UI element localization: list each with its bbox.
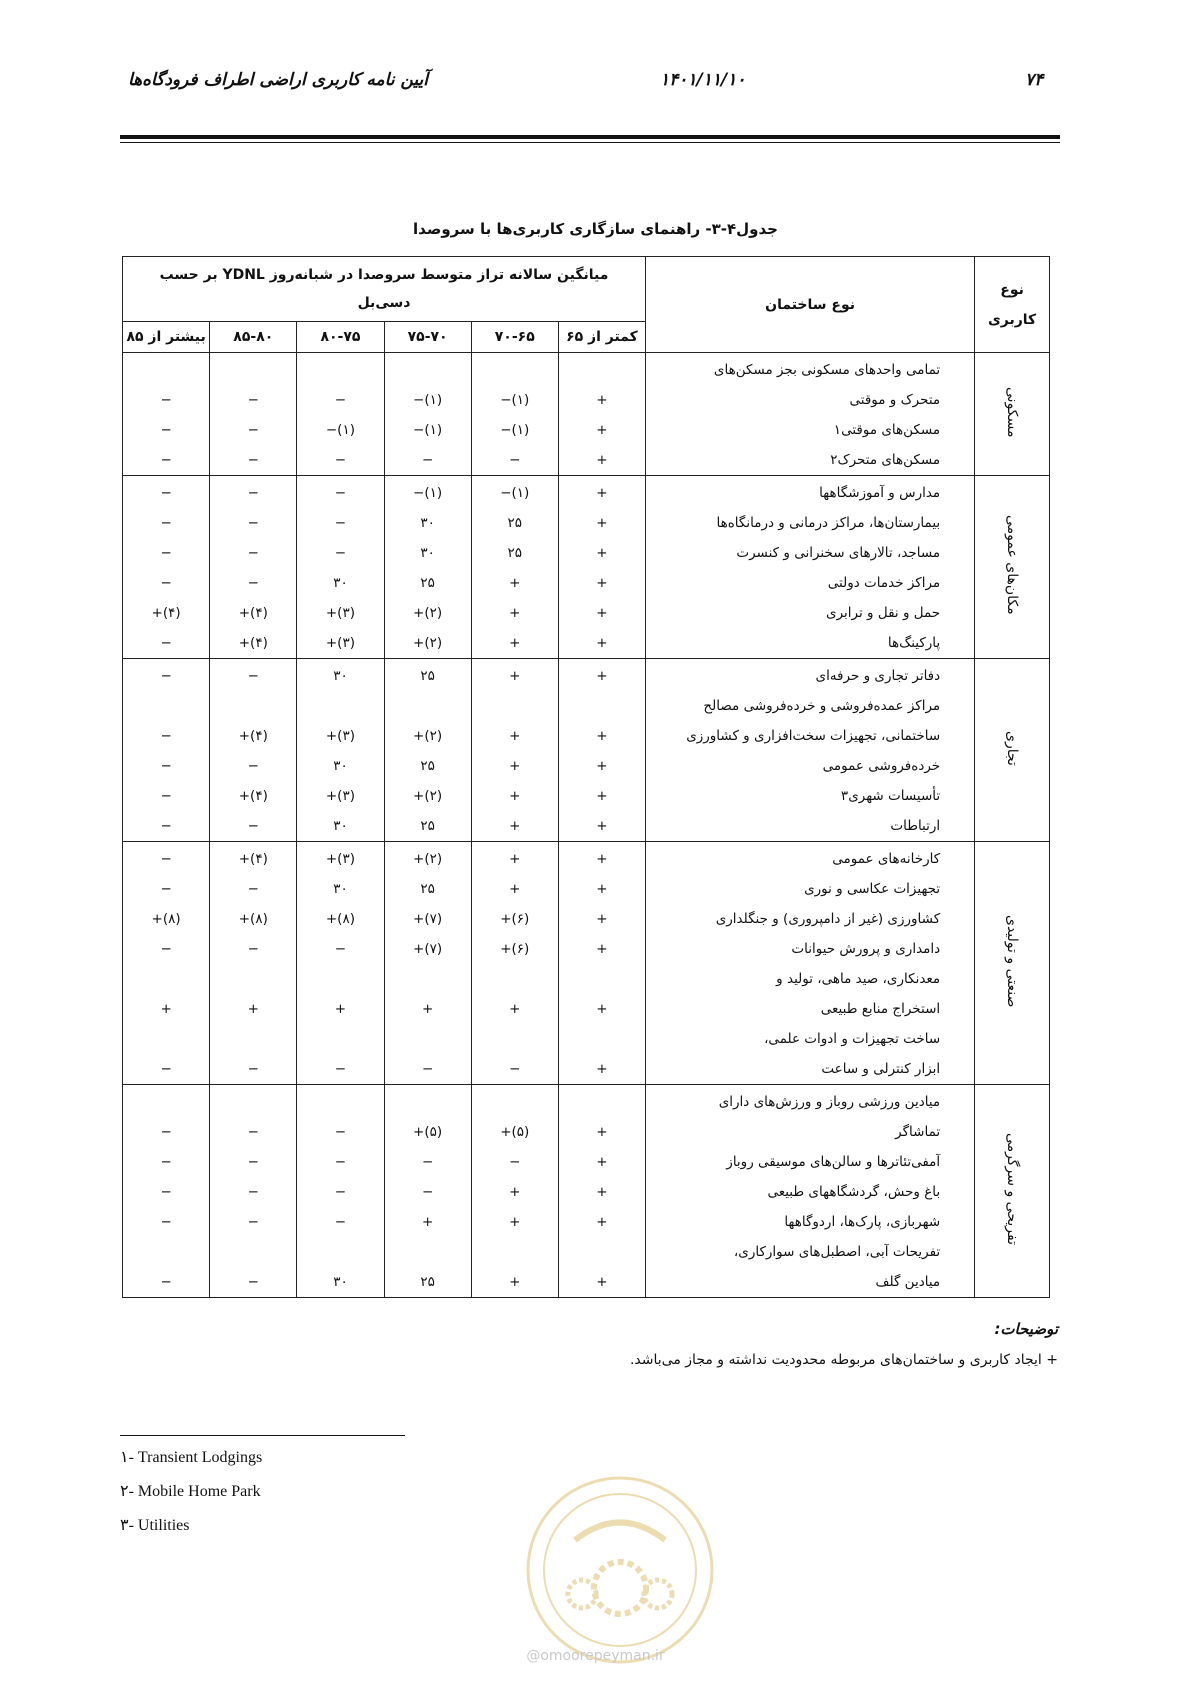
- value-cell: +: [509, 881, 521, 897]
- building-line: حمل و نقل و ترابری: [826, 605, 941, 621]
- value-cell: −: [247, 758, 259, 774]
- value-cell: (۴)+: [151, 605, 181, 621]
- building-line: کارخانه‌های عمومی: [832, 851, 941, 867]
- value-cell: +: [509, 605, 521, 621]
- building-line: شهربازی، پارک‌ها، اردوگاهها: [784, 1214, 941, 1230]
- value-column: [471, 476, 558, 659]
- value-cell: −: [247, 818, 259, 834]
- value-spacer: [472, 355, 558, 385]
- value-cell: (۴)+: [238, 788, 268, 804]
- building-line: تماشاگر: [895, 1124, 941, 1140]
- value-spacer: [210, 964, 296, 994]
- value-cell: (۷)+: [413, 941, 443, 957]
- value-cell: −: [160, 851, 172, 867]
- header-range: بیشتر از ۸۵: [123, 322, 210, 353]
- value-column: [123, 476, 210, 659]
- value-spacer: [297, 691, 383, 721]
- value-cell: (۳)+: [325, 605, 356, 621]
- value-spacer: [385, 1237, 471, 1267]
- watermark-seal-icon: [520, 1470, 720, 1670]
- value-cell: −: [160, 392, 172, 408]
- value-cell: −: [160, 452, 172, 468]
- building-line: تفریحات آبی، اصطبل‌های سوارکاری،: [733, 1244, 941, 1260]
- value-cell: −: [247, 941, 259, 957]
- value-cell: +: [509, 818, 521, 834]
- value-cell: −: [247, 515, 259, 531]
- value-cell: −: [247, 1061, 259, 1077]
- value-cell: +: [509, 668, 521, 684]
- value-cell: (۳)+: [325, 788, 356, 804]
- building-line: ساختمانی، تجهیزات سخت‌افزاری و کشاورزی: [686, 728, 941, 744]
- category-group: [123, 353, 1050, 476]
- value-spacer: [297, 964, 383, 994]
- value-column: [471, 353, 558, 476]
- value-cell: ۲۵: [507, 545, 523, 561]
- value-cell: (۸)+: [238, 911, 268, 927]
- value-cell: −: [509, 452, 521, 468]
- value-cell: −: [334, 452, 347, 468]
- building-line: کشاورزی (غیر از دامپروری) و جنگلداری: [715, 911, 941, 927]
- value-cell: −: [247, 1184, 259, 1200]
- value-cell: (۳)+: [325, 851, 356, 867]
- value-cell: −: [334, 1214, 347, 1230]
- building-line: معدنکاری، صید ماهی، تولید و: [776, 971, 941, 987]
- value-cell: +: [509, 758, 521, 774]
- value-cell: +: [596, 1184, 608, 1200]
- footnote-3: ۳- Utilities: [120, 1517, 190, 1534]
- category-label: صنعتی و تولیدی: [1004, 914, 1021, 1008]
- value-cell: (۶)+: [500, 911, 530, 927]
- value-column: [123, 353, 210, 476]
- value-cell: −: [334, 1184, 347, 1200]
- value-cell: −: [334, 545, 347, 561]
- value-cell: +: [509, 1184, 521, 1200]
- value-spacer: [297, 1024, 383, 1054]
- building-line: میادین ورزشی روباز و ورزش‌های دارای: [718, 1094, 941, 1110]
- value-cell: +: [596, 788, 608, 804]
- value-cell: −: [509, 1154, 521, 1170]
- notes-text: + ایجاد کاربری و ساختمان‌های مربوطه محدودیت نداشته و مجاز می‌باشد.: [629, 1352, 1058, 1368]
- value-column: [297, 476, 384, 659]
- value-cell: ۳۰: [333, 1274, 348, 1290]
- page-number: ۷۴: [1025, 70, 1044, 90]
- header-range: ۸۰-۷۵: [297, 322, 384, 353]
- value-cell: +: [509, 728, 521, 744]
- value-cell: +: [596, 1001, 608, 1017]
- footnote-2: ۲- Mobile Home Park: [120, 1483, 261, 1500]
- value-spacer: [297, 1087, 383, 1117]
- value-cell: ۳۰: [420, 515, 435, 531]
- category-group: [123, 476, 1050, 659]
- value-cell: −: [421, 1061, 434, 1077]
- value-cell: +: [596, 485, 608, 501]
- value-cell: −: [421, 452, 434, 468]
- value-column: [558, 842, 645, 1085]
- category-cell: [975, 1085, 1050, 1298]
- value-spacer: [472, 964, 558, 994]
- value-cell: +: [596, 1214, 608, 1230]
- building-cell: [646, 476, 975, 659]
- header-noise-group: میانگین سالانه تراز متوسط سروصدا در شبانه‌روز YDNL بر حسب دسی‌بل: [123, 257, 646, 322]
- value-cell: (۵)+: [500, 1124, 530, 1140]
- category-cell: [975, 842, 1050, 1085]
- value-spacer: [559, 355, 645, 385]
- value-cell: ۲۵: [507, 515, 523, 531]
- value-cell: +: [596, 545, 608, 561]
- value-cell: ۲۵: [420, 668, 435, 684]
- building-line: ساخت تجهیزات و ادوات علمی،: [764, 1031, 941, 1047]
- value-cell: +: [509, 1001, 521, 1017]
- value-cell: −: [160, 1274, 172, 1290]
- watermark-site: @omoorepeyman.ir: [526, 1648, 665, 1664]
- value-cell: −: [160, 1184, 172, 1200]
- value-column: [558, 476, 645, 659]
- building-line: میادین گلف: [875, 1274, 941, 1290]
- header-building: نوع ساختمان: [646, 257, 975, 353]
- value-cell: −: [247, 485, 259, 501]
- value-spacer: [210, 1237, 296, 1267]
- value-cell: ۳۰: [333, 758, 348, 774]
- value-column: [558, 353, 645, 476]
- value-cell: −: [247, 452, 259, 468]
- value-cell: −: [160, 635, 172, 651]
- value-column: [384, 659, 471, 842]
- value-column: [123, 659, 210, 842]
- value-cell: −: [160, 788, 172, 804]
- value-spacer: [210, 691, 296, 721]
- building-line: مراکز عمده‌فروشی و خرده‌فروشی مصالح: [703, 698, 941, 714]
- value-cell: −: [247, 1214, 259, 1230]
- value-cell: (۱)−: [500, 392, 530, 408]
- value-column: [384, 476, 471, 659]
- value-cell: (۴)+: [238, 728, 268, 744]
- table-body: [123, 353, 1050, 1298]
- value-cell: (۱)−: [413, 422, 443, 438]
- value-cell: −: [160, 1061, 172, 1077]
- value-cell: −: [160, 485, 172, 501]
- value-cell: −: [247, 1124, 259, 1140]
- building-line: بیمارستان‌ها، مراکز درمانی و درمانگاه‌ها: [716, 515, 941, 531]
- value-cell: +: [421, 1214, 434, 1230]
- value-column: [384, 1085, 471, 1298]
- value-cell: −: [247, 881, 259, 897]
- building-line: دفاتر تجاری و حرفه‌ای: [815, 668, 941, 684]
- value-cell: −: [160, 728, 172, 744]
- building-line: استخراج منابع طبیعی: [820, 1001, 941, 1017]
- category-cell: [975, 659, 1050, 842]
- value-spacer: [559, 691, 645, 721]
- value-cell: (۱)−: [325, 422, 356, 438]
- value-spacer: [472, 691, 558, 721]
- value-cell: −: [334, 515, 347, 531]
- value-column: [471, 842, 558, 1085]
- value-cell: −: [160, 515, 172, 531]
- value-cell: +: [160, 1001, 172, 1017]
- value-cell: −: [334, 392, 347, 408]
- header-date: ۱۴۰۱/۱۱/۱۰: [660, 70, 746, 90]
- value-column: [123, 842, 210, 1085]
- category-group: [123, 1085, 1050, 1298]
- value-cell: −: [247, 575, 259, 591]
- value-column: [297, 353, 384, 476]
- value-cell: (۶)+: [500, 941, 530, 957]
- value-cell: +: [596, 941, 608, 957]
- value-cell: +: [596, 515, 608, 531]
- value-column: [123, 1085, 210, 1298]
- value-cell: ۳۰: [333, 881, 348, 897]
- value-spacer: [123, 691, 209, 721]
- value-cell: +: [596, 1124, 608, 1140]
- value-cell: (۴)+: [238, 851, 268, 867]
- value-cell: −: [247, 668, 259, 684]
- value-cell: +: [596, 1274, 608, 1290]
- value-cell: −: [160, 1124, 172, 1140]
- value-spacer: [559, 1237, 645, 1267]
- building-cell: [646, 1085, 975, 1298]
- value-column: [384, 353, 471, 476]
- value-cell: +: [596, 881, 608, 897]
- value-cell: +: [596, 668, 608, 684]
- building-line: خرده‌فروشی عمومی: [822, 758, 941, 774]
- value-cell: (۳)+: [325, 728, 356, 744]
- value-cell: −: [334, 941, 347, 957]
- value-spacer: [385, 691, 471, 721]
- value-cell: +: [596, 818, 608, 834]
- building-line: تمامی واحدهای مسکونی بجز مسکن‌های: [713, 362, 941, 378]
- building-line: مسکن‌های متحرک۲: [830, 452, 941, 468]
- value-cell: +: [596, 1154, 608, 1170]
- value-cell: +: [596, 392, 608, 408]
- value-cell: (۲)+: [413, 635, 443, 651]
- value-spacer: [559, 964, 645, 994]
- value-cell: (۴)+: [238, 635, 268, 651]
- value-spacer: [559, 1024, 645, 1054]
- footnote-rule: [120, 1435, 405, 1436]
- value-spacer: [123, 964, 209, 994]
- value-cell: −: [160, 941, 172, 957]
- header-category: نوع کاربری: [975, 257, 1050, 353]
- value-column: [210, 659, 297, 842]
- value-cell: −: [334, 1124, 347, 1140]
- value-cell: −: [334, 1154, 347, 1170]
- value-spacer: [210, 1087, 296, 1117]
- value-cell: (۱)−: [413, 485, 443, 501]
- value-spacer: [385, 355, 471, 385]
- value-cell: −: [247, 545, 259, 561]
- value-cell: −: [247, 422, 259, 438]
- value-cell: +: [596, 728, 608, 744]
- value-spacer: [297, 355, 383, 385]
- building-line: مراکز خدمات دولتی: [827, 575, 941, 591]
- value-cell: (۳)+: [325, 635, 356, 651]
- value-column: [297, 659, 384, 842]
- category-cell: [975, 476, 1050, 659]
- value-column: [384, 842, 471, 1085]
- value-cell: (۵)+: [413, 1124, 443, 1140]
- value-cell: (۲)+: [413, 788, 443, 804]
- value-cell: +: [596, 851, 608, 867]
- building-line: تجهیزات عکاسی و نوری: [804, 881, 941, 897]
- value-column: [210, 476, 297, 659]
- header-range: ۸۵-۸۰: [210, 322, 297, 353]
- value-cell: +: [596, 911, 608, 927]
- category-label: مسکونی: [1004, 386, 1021, 438]
- value-cell: ۳۰: [333, 668, 348, 684]
- table-caption: جدول۴-۳- راهنمای سازگاری کاربری‌ها با سروصدا: [413, 220, 778, 238]
- notes-title: توضیحات:: [994, 1320, 1058, 1338]
- category-cell: [975, 353, 1050, 476]
- value-column: [558, 659, 645, 842]
- category-label: تفریحی و سرگرمی: [1004, 1133, 1021, 1245]
- building-line: دامداری و پرورش حیوانات: [791, 941, 941, 957]
- building-cell: [646, 353, 975, 476]
- category-label: تجاری: [1004, 730, 1021, 766]
- value-cell: +: [596, 1061, 608, 1077]
- header-title: آیین نامه کاربری اراضی اطراف فرودگاه‌ها: [128, 70, 428, 90]
- value-column: [297, 1085, 384, 1298]
- value-spacer: [472, 1024, 558, 1054]
- value-cell: ۲۵: [420, 818, 435, 834]
- value-cell: −: [509, 1061, 521, 1077]
- value-spacer: [123, 1087, 209, 1117]
- value-cell: (۱)−: [500, 422, 530, 438]
- category-group: [123, 842, 1050, 1085]
- value-column: [210, 842, 297, 1085]
- value-cell: +: [509, 635, 521, 651]
- building-line: تأسیسات شهری۳: [840, 788, 941, 804]
- value-cell: +: [509, 575, 521, 591]
- building-line: آمفی‌تئاترها و سالن‌های موسیقی روباز: [726, 1154, 941, 1170]
- value-cell: −: [160, 1214, 172, 1230]
- value-cell: +: [596, 635, 608, 651]
- category-label: مکان‌های عمومی: [1004, 515, 1021, 615]
- value-cell: +: [247, 1001, 259, 1017]
- header-range: کمتر از ۶۵: [558, 322, 645, 353]
- value-cell: ۲۵: [420, 758, 435, 774]
- value-cell: (۴)+: [238, 605, 268, 621]
- value-cell: −: [247, 1154, 259, 1170]
- building-line: متحرک و موقتی: [849, 392, 941, 408]
- value-cell: ۲۵: [420, 575, 435, 591]
- value-cell: (۷)+: [413, 911, 443, 927]
- value-cell: (۲)+: [413, 851, 443, 867]
- value-spacer: [385, 1024, 471, 1054]
- value-cell: −: [160, 422, 172, 438]
- value-spacer: [123, 1024, 209, 1054]
- value-cell: +: [334, 1001, 347, 1017]
- building-line: مدارس و آموزشگاهها: [819, 485, 941, 501]
- value-spacer: [210, 1024, 296, 1054]
- value-column: [558, 1085, 645, 1298]
- value-cell: (۱)−: [500, 485, 530, 501]
- value-cell: ۳۰: [420, 545, 435, 561]
- value-cell: (۲)+: [413, 728, 443, 744]
- value-cell: ۳۰: [333, 575, 348, 591]
- value-cell: (۸)+: [151, 911, 181, 927]
- value-spacer: [297, 1237, 383, 1267]
- value-cell: −: [160, 668, 172, 684]
- building-line: پارکینگ‌ها: [887, 635, 941, 651]
- header-range: ۷۵-۷۰: [384, 322, 471, 353]
- value-column: [210, 1085, 297, 1298]
- category-group: [123, 659, 1050, 842]
- value-cell: +: [509, 1274, 521, 1290]
- value-column: [471, 659, 558, 842]
- value-cell: −: [160, 881, 172, 897]
- value-spacer: [559, 1087, 645, 1117]
- value-cell: +: [596, 758, 608, 774]
- building-line: ابزار کنترلی و ساعت: [821, 1061, 941, 1077]
- header-rule-thin: [120, 142, 1060, 143]
- value-cell: ۲۵: [420, 1274, 435, 1290]
- header-rule-thick: [120, 135, 1060, 139]
- value-cell: −: [247, 1274, 259, 1290]
- value-cell: −: [160, 818, 172, 834]
- value-cell: +: [509, 788, 521, 804]
- value-cell: +: [509, 1214, 521, 1230]
- value-spacer: [123, 355, 209, 385]
- value-column: [297, 842, 384, 1085]
- value-cell: +: [596, 575, 608, 591]
- value-cell: (۲)+: [413, 605, 443, 621]
- value-spacer: [472, 1237, 558, 1267]
- value-cell: −: [160, 758, 172, 774]
- value-column: [210, 353, 297, 476]
- footnote-1: ۱- Transient Lodgings: [120, 1449, 263, 1466]
- value-cell: −: [160, 575, 172, 591]
- value-cell: ۳۰: [333, 818, 348, 834]
- value-cell: −: [421, 1154, 434, 1170]
- value-cell: (۸)+: [325, 911, 356, 927]
- value-cell: +: [509, 851, 521, 867]
- value-spacer: [123, 1237, 209, 1267]
- value-cell: +: [596, 452, 608, 468]
- value-spacer: [385, 964, 471, 994]
- value-cell: −: [247, 392, 259, 408]
- value-cell: ۲۵: [420, 881, 435, 897]
- value-column: [471, 1085, 558, 1298]
- building-line: ارتباطات: [890, 818, 941, 834]
- value-cell: +: [421, 1001, 434, 1017]
- building-line: مساجد، تالارهای سخنرانی و کنسرت: [736, 545, 941, 561]
- value-cell: (۱)−: [413, 392, 443, 408]
- value-cell: +: [596, 422, 608, 438]
- building-cell: [646, 842, 975, 1085]
- value-cell: −: [334, 485, 347, 501]
- value-cell: −: [421, 1184, 434, 1200]
- value-spacer: [210, 355, 296, 385]
- header-range: ۷۰-۶۵: [471, 322, 558, 353]
- compatibility-table: [122, 256, 1050, 1298]
- building-line: مسکن‌های موقتی۱: [833, 422, 941, 438]
- building-cell: [646, 659, 975, 842]
- value-spacer: [385, 1087, 471, 1117]
- building-line: باغ وحش، گردشگاههای طبیعی: [767, 1184, 941, 1200]
- value-cell: −: [334, 1061, 347, 1077]
- value-cell: −: [160, 1154, 172, 1170]
- value-cell: −: [160, 545, 172, 561]
- value-cell: +: [596, 605, 608, 621]
- value-spacer: [472, 1087, 558, 1117]
